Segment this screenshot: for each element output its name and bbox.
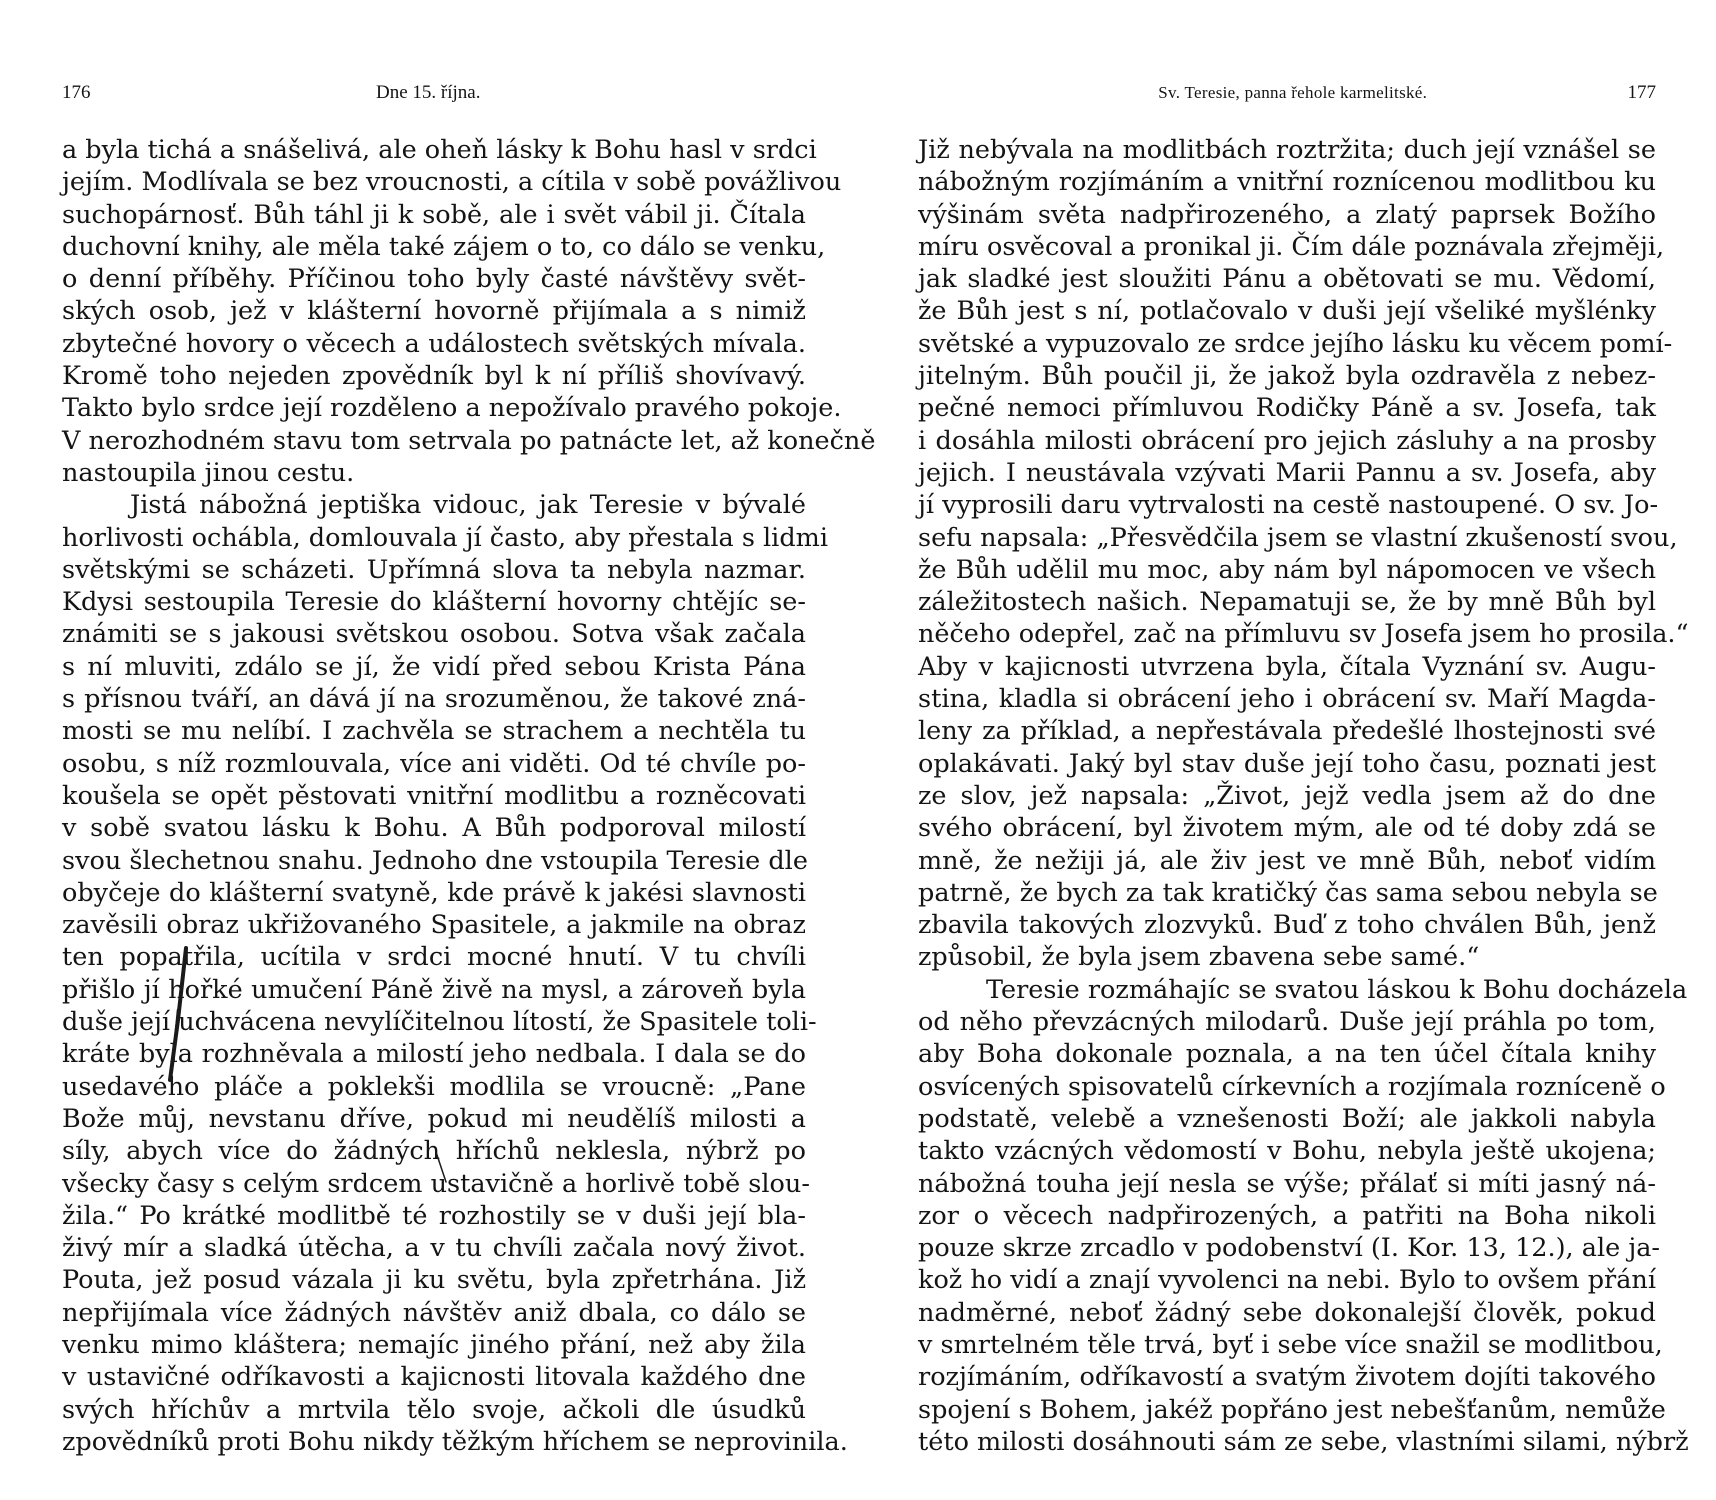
text-line: nábožným rozjímáním a vnitřní roznícenou modlitbou ku (918, 167, 1656, 198)
text-line: jejím. Modlívala se bez vroucnosti, a cítila v sobě povážlivou (62, 167, 842, 198)
text-line: i dosáhla milosti obrácení pro jejich zásluhy a na prosby (918, 425, 1656, 456)
left-running-header (62, 82, 806, 118)
text-line: s přísnou tváří, an dává jí na srozuměnou, že takové zná- (62, 684, 806, 715)
text-line: Aby v kajicnosti utvrzena byla, čítala Vyznání sv. Augu- (918, 651, 1656, 682)
text-line: Teresie rozmáhajíc se svatou láskou k Bohu docházela (986, 974, 1688, 1005)
text-line: horlivosti ochábla, domlouvala jí často, aby přestala s lidmi (62, 522, 828, 553)
right-running-header (918, 82, 1656, 118)
text-line: spojení s Bohem, jakéž popřáno jest nebešťanům, nemůže (918, 1394, 1666, 1425)
text-line: leny za příklad, a nepřestávala předešlé lhostejnosti své (918, 716, 1656, 747)
text-line: svého obrácení, byl životem mým, ale od té doby zdá se (918, 813, 1656, 844)
text-line: v smrtelném těle trvá, byť i sebe více snažil se modlitbou, (918, 1329, 1663, 1360)
text-line: Kdysi sestoupila Teresie do klášterní hovorny chtějíc se- (62, 587, 806, 618)
text-line: ze slov, jež napsala: „Život, jejž vedla jsem až do dne (918, 780, 1656, 811)
text-line: kráte byla rozhněvala a milostí jeho nedbala. I dala se do (62, 1039, 806, 1070)
text-line: záležitostech našich. Nepamatuji se, že by mně Bůh byl (918, 587, 1656, 618)
text-line: světskými se scházeti. Upřímná slova ta nebyla nazmar. (62, 554, 806, 585)
text-line: zor o věcech nadpřirozených, a patřiti na Boha nikoli (918, 1200, 1656, 1231)
text-line: všecky časy s celým srdcem ustavičně a horlivě tobě slou- (62, 1168, 810, 1199)
text-line: duše její uchvácena nevylíčitelnou lítostí, že Spasitele toli- (62, 1007, 817, 1038)
text-line: nábožná touha její nesla se výše; přálať si míti jasný ná- (918, 1168, 1656, 1199)
text-line: Bože můj, nevstanu dříve, pokud mi neudělíš milosti a (62, 1103, 806, 1134)
right-page-number: 177 (1627, 82, 1656, 103)
text-line: výšinám světa nadpřirozeného, a zlatý paprsek Božího (918, 199, 1656, 230)
text-line: osobu, s níž rozmlouvala, více ani viděti. Od té chvíle po- (62, 748, 806, 779)
text-line: jí vyprosili daru vytrvalosti na cestě nastoupené. O sv. Jo- (918, 490, 1659, 521)
text-line: svou šlechetnou snahu. Jednoho dne vstoupila Teresie dle (62, 845, 808, 876)
text-line: Jistá nábožná jeptiška vidouc, jak Teresie v bývalé (130, 490, 806, 521)
text-line: duchovní knihy, ale měla také zájem o to, co dálo se venku, (62, 231, 826, 262)
text-line: rozjímáním, odříkavostí a svatým životem dojíti takového (918, 1362, 1656, 1393)
right-page (858, 0, 1716, 1500)
right-page-body (918, 134, 1689, 1458)
text-line: žila.“ Po krátké modlitbě té rozhostily se v duši její bla- (62, 1200, 806, 1231)
text-line: venku mimo kláštera; nemajíc jiného přání, než aby žila (62, 1329, 806, 1360)
text-line: světské a vypuzovalo ze srdce jejího lásku ku věcem pomí- (918, 328, 1673, 359)
text-line: že Bůh udělil mu moc, aby nám byl nápomocen ve všech (918, 554, 1656, 585)
text-line: patrně, že bych za tak kratičký čas sama sebou nebyla se (918, 877, 1658, 908)
text-line: živý mír a sladká útěcha, a v tu chvíli začala nový život. (62, 1233, 806, 1264)
text-line: sefu napsala: „Přesvědčila jsem se vlastní zkušeností svou, (918, 522, 1678, 553)
text-line: od něho převzácných milodarů. Duše její práhla po tom, (918, 1007, 1656, 1038)
text-line: osvícených spisovatelů církevních a rozjímala rozníceně o (918, 1071, 1666, 1102)
left-running-head: Dne 15. října. (376, 82, 481, 103)
text-line: mně, že nežiji já, ale živ jest ve mně Bůh, neboť vidím (918, 845, 1656, 876)
text-line: nepřijímala více žádných návštěv aniž dbala, co dálo se (62, 1297, 806, 1328)
left-page-body (62, 134, 876, 1458)
left-page-number: 176 (62, 82, 91, 103)
text-line: V nerozhodném stavu tom setrvala po patnácte let, až konečně (62, 425, 876, 456)
text-line: podstatě, velebě a vznešenosti Boží; ale jakkoli nabyla (918, 1103, 1656, 1134)
text-line: Pouta, jež posud vázala ji ku světu, byla zpřetrhána. Již (62, 1265, 806, 1296)
text-line: že Bůh jest s ní, potlačovalo v duši její všeliké myšlénky (918, 296, 1656, 327)
text-line: této milosti dosáhnouti sám ze sebe, vlastními silami, nýbrž (918, 1426, 1689, 1457)
text-line: pouze skrze zrcadlo v podobenství (I. Kor. 13, 12.), ale ja- (918, 1233, 1661, 1264)
text-line: v ustavičné odříkavosti a kajicnosti litovala každého dne (62, 1362, 806, 1393)
text-line: v sobě svatou lásku k Bohu. A Bůh podporoval milostí (62, 813, 806, 844)
text-line: ten popatřila, ucítila v srdci mocné hnutí. V tu chvíli (62, 942, 806, 973)
text-line: síly, abych více do žádných hříchů neklesla, nýbrž po (62, 1136, 806, 1167)
text-line: přišlo jí hořké umučení Páně živě na mysl, a zároveň byla (62, 974, 806, 1005)
text-line: obyčeje do klášterní svatyně, kde právě k jakési slavnosti (62, 877, 806, 908)
text-line: Již nebývala na modlitbách roztržita; duch její vznášel se (918, 135, 1656, 165)
text-line: zpovědníků proti Bohu nikdy těžkým hříchem se neprovinila. (62, 1426, 848, 1457)
text-line: a byla tichá a snášelivá, ale oheň lásky k Bohu hasl v srdci (62, 135, 817, 165)
text-line: zbavila takových zlozvyků. Buď z toho chválen Bůh, jenž (918, 910, 1656, 941)
text-line: pečné nemoci přímluvou Rodičky Páně a sv. Josefa, tak (918, 393, 1656, 424)
text-line: o denní příběhy. Příčinou toho byly časté návštěvy svět- (62, 264, 806, 295)
text-line: oplakávati. Jaký byl stav duše její toho času, poznati jest (918, 748, 1656, 779)
text-line: jitelným. Bůh poučil ji, že jakož byla ozdravěla z nebez- (918, 361, 1656, 392)
text-line: stina, kladla si obrácení jeho i obrácení sv. Maří Magda- (918, 684, 1656, 715)
text-line: kož ho vidí a znají vyvolenci na nebi. Bylo to ovšem přání (918, 1265, 1656, 1296)
text-line: něčeho odepřel, zač na přímluvu sv Josefa jsem ho prosila.“ (918, 619, 1689, 650)
text-line: ských osob, jež v klášterní hovorně přijímala a s nimiž (62, 296, 806, 327)
text-line: Kromě toho nejeden zpovědník byl k ní příliš shovívavý. (62, 361, 806, 392)
text-line: jak sladké jest sloužiti Pánu a obětovati se mu. Vědomí, (918, 264, 1656, 295)
text-line: s ní mluviti, zdálo se jí, že vidí před sebou Krista Pána (62, 651, 806, 682)
text-line: aby Boha dokonale poznala, a na ten účel čítala knihy (918, 1039, 1656, 1070)
text-line: nastoupila jinou cestu. (62, 457, 355, 488)
text-line: míru osvěcoval a pronikal ji. Čím dále poznávala zřejměji, (918, 231, 1665, 262)
text-line: usedavého pláče a poklekši modlila se vroucně: „Pane (62, 1071, 806, 1102)
text-line: suchopárnosť. Bůh táhl ji k sobě, ale i svět vábil ji. Čítala (62, 199, 806, 230)
text-line: způsobil, že byla jsem zbavena sebe samé.“ (918, 942, 1480, 973)
text-line: zbytečné hovory o věcech a událostech světských mívala. (62, 328, 806, 359)
text-line: takto vzácných vědomostí v Bohu, nebyla ještě ukojena; (918, 1136, 1656, 1167)
text-line: koušela se opět pěstovati vnitřní modlitbu a rozněcovati (62, 780, 806, 811)
right-running-head: Sv. Teresie, panna řehole karmelitské. (1158, 83, 1428, 102)
text-line: Takto bylo srdce její rozděleno a nepožívalo pravého pokoje. (62, 393, 842, 424)
text-line: zavěsili obraz ukřižovaného Spasitele, a jakmile na obraz (62, 910, 806, 941)
text-line: známiti se s jakousi světskou osobou. Sotva však začala (62, 619, 806, 650)
text-line: mosti se mu nelíbí. I zachvěla se strachem a nechtěla tu (62, 716, 806, 747)
text-line: svých hříchův a mrtvila tělo svoje, ačkoli dle úsudků (62, 1394, 806, 1425)
text-line: nadměrné, neboť žádný sebe dokonalejší člověk, pokud (918, 1297, 1656, 1328)
text-line: jejich. I neustávala vzývati Marii Pannu a sv. Josefa, aby (918, 457, 1656, 488)
